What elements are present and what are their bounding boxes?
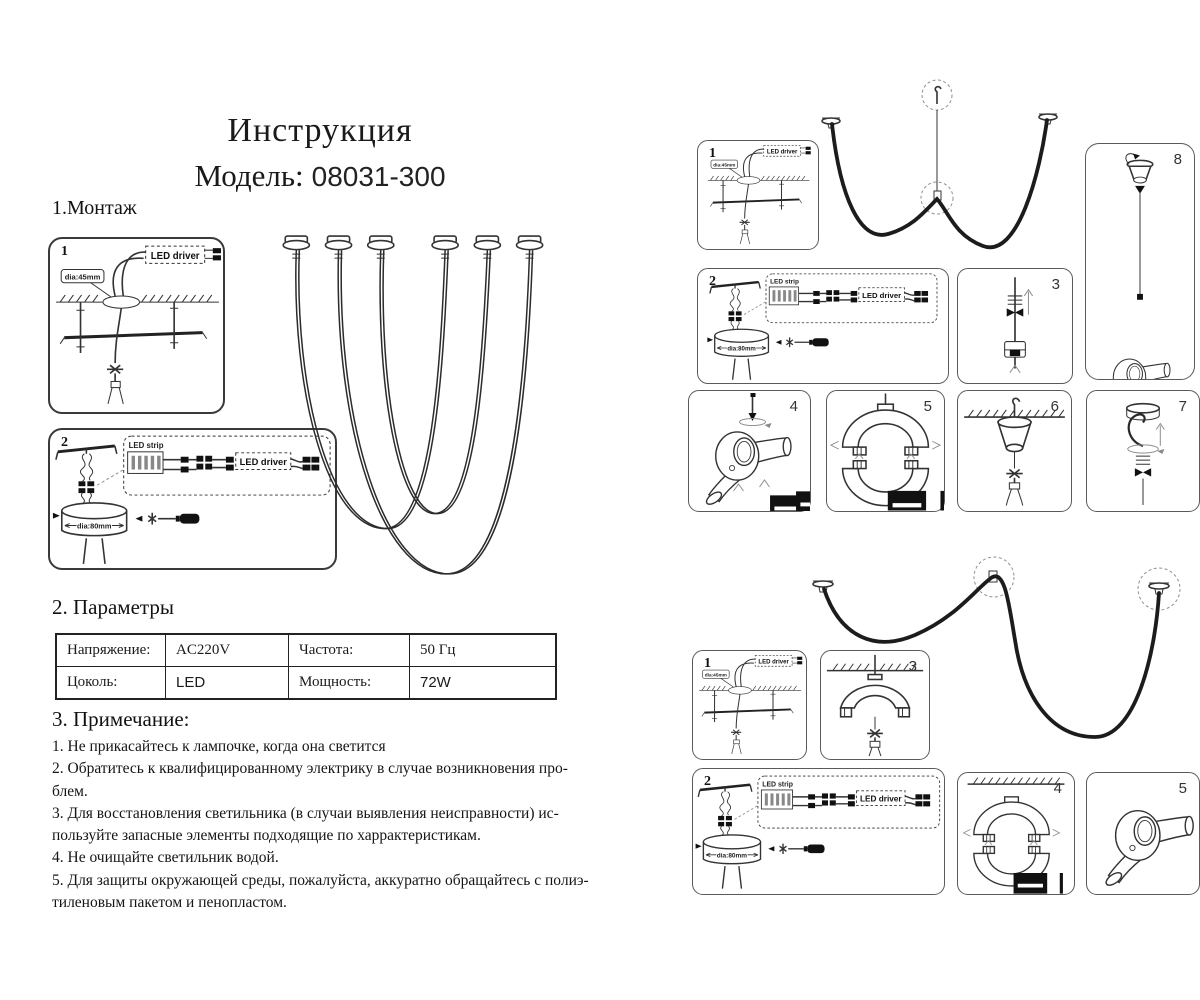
step-panel-4-right bbox=[688, 390, 811, 512]
w-suspension-drawing bbox=[818, 72, 1083, 262]
model-number: 08031-300 bbox=[311, 161, 446, 192]
pendant-hanging-diagram bbox=[1086, 144, 1194, 379]
step-panel-4-bottom bbox=[957, 772, 1075, 895]
wiring-diagram bbox=[698, 269, 948, 383]
param-label-frequency: Частота: bbox=[289, 634, 410, 667]
step-number: 6 bbox=[1050, 398, 1059, 415]
param-value-frequency: 50 Гц bbox=[410, 634, 557, 667]
step-panel-3-bottom bbox=[820, 650, 930, 760]
ceiling-hook bbox=[935, 87, 941, 104]
notes-list bbox=[52, 736, 597, 914]
step-number: 5 bbox=[923, 398, 932, 415]
note-line: 3. Для восстановления светильника (в случаи выявления неисправности) ис- bbox=[52, 804, 559, 822]
ceiling-mount-diagram bbox=[698, 141, 818, 249]
parameters-table bbox=[55, 633, 557, 700]
table-row bbox=[56, 667, 556, 700]
param-label-voltage: Напряжение: bbox=[56, 634, 166, 667]
step-number: 8 bbox=[1173, 151, 1182, 168]
product-overview-drawing bbox=[262, 228, 584, 590]
note-line: 4. Не очищайте светильник водой. bbox=[52, 849, 279, 867]
section-assembly-heading: 1.Монтаж bbox=[52, 197, 137, 219]
step-number: 2 bbox=[704, 774, 711, 789]
step-number: 3 bbox=[908, 658, 917, 675]
wiring-diagram bbox=[693, 769, 944, 894]
step-panel-5-right bbox=[826, 390, 945, 512]
step-number: 2 bbox=[709, 274, 716, 289]
step-panel-5-bottom bbox=[1086, 772, 1200, 895]
note-line: блем. bbox=[52, 782, 88, 800]
step-panel-1-bottom bbox=[692, 650, 807, 760]
note-line: 2. Обратитесь к квалифицированному электрику в случае возникновения про- bbox=[52, 760, 568, 778]
title-block bbox=[120, 112, 520, 194]
section-notes-heading: 3. Примечание: bbox=[52, 707, 190, 731]
param-value-voltage: AC220V bbox=[166, 634, 289, 667]
param-value-socket: LED bbox=[166, 667, 289, 700]
param-label-power: Мощность: bbox=[289, 667, 410, 700]
note-line: пользуйте запасные элементы подходящие по харрактеристикам. bbox=[52, 827, 481, 845]
step-number: 3 bbox=[1051, 276, 1060, 293]
section-parameters-heading: 2. Параметры bbox=[52, 595, 174, 619]
step-number: 1 bbox=[61, 244, 68, 259]
step-number: 4 bbox=[1053, 780, 1062, 797]
model-label: Модель: bbox=[194, 158, 304, 193]
step-panel-2-bottom bbox=[692, 768, 945, 895]
model-line bbox=[120, 158, 520, 194]
step-panel-7-right bbox=[1086, 390, 1200, 512]
page-title: Инструкция bbox=[227, 112, 413, 149]
step-number: 1 bbox=[709, 146, 716, 161]
param-value-power: 72W bbox=[410, 667, 557, 700]
step-panel-3-right bbox=[957, 268, 1073, 384]
step-panel-8 bbox=[1085, 143, 1195, 380]
step-panel-1-topright bbox=[697, 140, 819, 250]
step-number: 1 bbox=[704, 656, 711, 671]
note-line: 5. Для защиты окружающей среды, пожалуйста, аккуратно обращайтесь с полиэ- bbox=[52, 871, 589, 889]
step-number: 2 bbox=[61, 435, 68, 450]
step-number: 7 bbox=[1178, 398, 1187, 415]
step-panel-1-left bbox=[48, 237, 225, 414]
suspended-cable bbox=[832, 120, 1047, 247]
ceiling-mount-diagram bbox=[50, 239, 223, 412]
step-number: 4 bbox=[789, 398, 798, 415]
param-label-socket: Цоколь: bbox=[56, 667, 166, 700]
note-line: 1. Не прикасайтесь к лампочке, когда она светится bbox=[52, 738, 386, 755]
table-row bbox=[56, 634, 556, 667]
step-panel-6-right bbox=[957, 390, 1072, 512]
step-panel-2-right bbox=[697, 268, 949, 384]
note-line: тиленовым пакетом и пенопластом. bbox=[52, 894, 287, 912]
step-number: 5 bbox=[1178, 780, 1187, 797]
